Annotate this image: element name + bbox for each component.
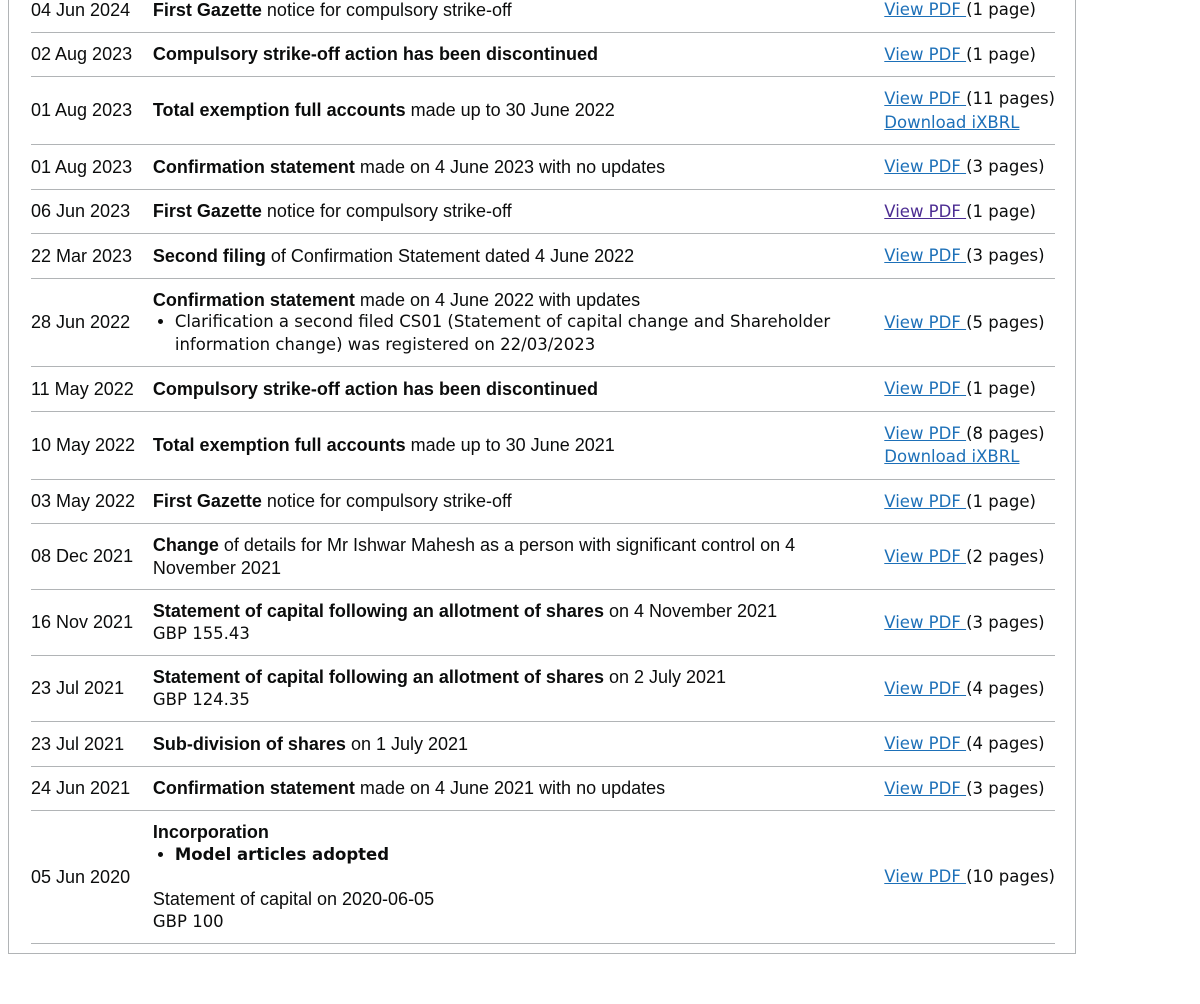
filing-detail: on 1 July 2021 (345, 733, 469, 754)
filing-documents (884, 656, 1055, 722)
view-pdf-link[interactable]: View PDF (884, 867, 967, 887)
capital-amount: GBP 100 (152, 911, 224, 931)
filing-date (31, 722, 153, 767)
filing-detail: on 2 July 2021 (603, 667, 727, 687)
filing-type: First Gazette (152, 0, 262, 20)
view-pdf-link[interactable]: View PDF (884, 778, 967, 798)
filing-description (153, 189, 884, 234)
view-pdf-link[interactable]: View PDF (884, 44, 967, 64)
filing-date (31, 811, 153, 944)
page-count: (10 pages) (966, 867, 1055, 887)
filing-type: First Gazette (152, 201, 262, 221)
filing-documents (884, 811, 1055, 944)
table-row (31, 77, 1055, 145)
description-line (153, 43, 874, 66)
view-pdf-link[interactable]: View PDF (884, 0, 967, 19)
page-count: (1 page) (966, 0, 1036, 19)
document-line (884, 377, 1055, 401)
filing-documents (884, 145, 1055, 190)
filing-type: Confirmation statement (152, 289, 355, 310)
description-line (153, 200, 874, 223)
view-pdf-link[interactable]: View PDF (884, 546, 967, 566)
table-row (31, 479, 1055, 524)
table-row (31, 278, 1055, 367)
description-line (153, 490, 874, 513)
page-count: (8 pages) (966, 423, 1045, 443)
view-pdf-link[interactable]: View PDF (884, 678, 967, 698)
document-line (884, 677, 1055, 701)
filing-type: Total exemption full accounts (152, 434, 406, 455)
filing-notes (153, 311, 874, 356)
table-row (31, 189, 1055, 234)
filing-detail: of Confirmation Statement dated 4 June 2022 (265, 245, 635, 266)
filing-type: Second filing (152, 245, 266, 266)
page-count: (3 pages) (966, 612, 1045, 632)
filing-date-text: 08 Dec 2021 (31, 546, 134, 567)
document-line (884, 43, 1055, 67)
table-row (31, 411, 1055, 479)
filing-date-text: 11 May 2022 (31, 378, 134, 399)
filing-detail: notice for compulsory strike-off (261, 491, 512, 511)
description-line (153, 434, 874, 457)
filing-date-text: 23 Jul 2021 (31, 678, 125, 699)
page-count: (3 pages) (966, 246, 1045, 265)
filing-type: Statement of capital following an allotment of shares (152, 601, 604, 621)
table-row (31, 234, 1055, 279)
filing-description (153, 656, 884, 722)
description-line (153, 534, 874, 579)
table-row (31, 656, 1055, 722)
filing-documents (884, 278, 1055, 367)
filing-note: • Clarification a second filed CS01 (Statement of capital change and Shareholder information change) was registered on 22/03/2023 (175, 311, 874, 356)
filing-description (153, 0, 884, 32)
document-line (884, 611, 1055, 635)
filing-description (153, 722, 884, 767)
document-line (884, 244, 1055, 268)
page-count: (5 pages) (966, 312, 1045, 332)
filing-documents (884, 367, 1055, 412)
filing-date-text: 28 Jun 2022 (31, 312, 131, 332)
document-line (884, 545, 1055, 569)
spacer (153, 866, 874, 888)
filing-type: Statement of capital following an allotment of shares (152, 667, 604, 687)
view-pdf-link[interactable]: View PDF (884, 612, 967, 632)
filing-documents (884, 722, 1055, 767)
view-pdf-link[interactable]: View PDF (884, 734, 967, 753)
view-pdf-link[interactable]: View PDF (884, 157, 967, 176)
filing-date (31, 145, 153, 190)
capital-amount: GBP 124.35 (152, 689, 250, 709)
filing-date (31, 524, 153, 590)
document-line (884, 200, 1055, 224)
filing-description (153, 367, 884, 412)
filing-detail: of details for Mr Ishwar Mahesh as a person with significant control on 4 November 2021 (152, 535, 796, 578)
filing-date (31, 278, 153, 367)
filing-description (153, 145, 884, 190)
download-ixbrl-link[interactable]: Download iXBRL (884, 447, 1020, 466)
description-line (153, 0, 874, 21)
filing-description (153, 479, 884, 524)
filing-date (31, 234, 153, 279)
filing-date (31, 766, 153, 811)
filing-documents (884, 32, 1055, 77)
filing-type: Incorporation (152, 822, 269, 842)
filing-notes (153, 844, 874, 867)
filing-description (153, 411, 884, 479)
filing-date-text: 06 Jun 2023 (31, 201, 131, 221)
filing-date-text: 04 Jun 2024 (31, 0, 131, 20)
view-pdf-link[interactable]: View PDF (884, 246, 967, 265)
description-line (153, 666, 874, 689)
filing-description (153, 766, 884, 811)
view-pdf-link[interactable]: View PDF (884, 201, 967, 221)
page-count: (4 pages) (966, 678, 1045, 698)
filing-date (31, 411, 153, 479)
filing-documents (884, 479, 1055, 524)
document-line (884, 490, 1055, 514)
filing-date-text: 22 Mar 2023 (31, 245, 133, 266)
table-row (31, 590, 1055, 656)
description-line (153, 777, 874, 800)
filing-type: Compulsory strike-off action has been discontinued (152, 44, 598, 64)
view-pdf-link[interactable]: View PDF (884, 491, 967, 511)
view-pdf-link[interactable]: View PDF (884, 423, 967, 443)
document-line (884, 87, 1055, 111)
filing-date (31, 367, 153, 412)
filing-description (153, 77, 884, 145)
page-count: (11 pages) (966, 89, 1055, 108)
table-row (31, 0, 1055, 32)
page-count: (3 pages) (966, 157, 1045, 176)
table-row (31, 145, 1055, 190)
filing-date (31, 32, 153, 77)
page-count: (1 page) (966, 44, 1036, 64)
description-line (153, 378, 874, 401)
filing-detail: made up to 30 June 2021 (405, 434, 615, 455)
filing-type: Confirmation statement (152, 778, 355, 798)
filing-date-text: 03 May 2022 (31, 491, 136, 511)
download-ixbrl-link[interactable]: Download iXBRL (884, 112, 1020, 132)
filing-detail: notice for compulsory strike-off (261, 201, 512, 221)
document-line (884, 311, 1055, 335)
filing-date-text: 01 Aug 2023 (31, 156, 133, 177)
document-line (884, 111, 1055, 135)
filing-documents (884, 766, 1055, 811)
filing-date (31, 0, 153, 32)
filing-documents (884, 524, 1055, 590)
filing-documents (884, 0, 1055, 32)
filing-description (153, 234, 884, 279)
filing-date-text: 23 Jul 2021 (31, 733, 125, 754)
filing-detail: made on 4 June 2022 with updates (354, 289, 641, 310)
filing-description (153, 811, 884, 944)
page-count: (1 page) (966, 201, 1036, 221)
document-line (884, 777, 1055, 801)
document-line (884, 155, 1055, 179)
filing-description (153, 32, 884, 77)
filing-history-table (31, 0, 1055, 944)
description-line (153, 821, 874, 844)
filing-date (31, 77, 153, 145)
page-count: (2 pages) (966, 546, 1045, 566)
filing-note: • Model articles adopted (175, 844, 874, 867)
view-pdf-link[interactable]: View PDF (884, 89, 967, 108)
filing-type: First Gazette (152, 491, 262, 511)
filing-description (153, 524, 884, 590)
page-count: (1 page) (966, 379, 1036, 398)
filing-date (31, 479, 153, 524)
filing-detail: made on 4 June 2023 with no updates (354, 156, 666, 177)
filing-detail: notice for compulsory strike-off (261, 0, 512, 20)
filing-documents (884, 411, 1055, 479)
filing-type: Compulsory strike-off action has been discontinued (152, 378, 598, 399)
table-row (31, 524, 1055, 590)
filing-documents (884, 590, 1055, 656)
filing-detail: on 4 November 2021 (603, 601, 778, 621)
description-line (153, 600, 874, 623)
view-pdf-link[interactable]: View PDF (884, 312, 967, 332)
filing-date-text: 05 Jun 2020 (31, 866, 131, 887)
filing-date-text: 01 Aug 2023 (31, 100, 133, 121)
page-count: (3 pages) (966, 778, 1045, 798)
filing-type: Sub-division of shares (152, 733, 346, 754)
filing-detail: made on 4 June 2021 with no updates (354, 778, 666, 798)
filing-documents (884, 189, 1055, 234)
description-line (153, 733, 874, 756)
filing-type: Confirmation statement (152, 156, 355, 177)
filing-documents (884, 77, 1055, 145)
filing-type: Total exemption full accounts (152, 100, 406, 121)
filing-date-text: 24 Jun 2021 (31, 778, 131, 798)
page-count: (1 page) (966, 491, 1036, 511)
document-line (884, 732, 1055, 756)
document-line (884, 422, 1055, 446)
filing-type: Change (152, 535, 219, 555)
filing-description (153, 278, 884, 367)
filing-date (31, 590, 153, 656)
document-line (884, 0, 1055, 22)
document-line (884, 445, 1055, 469)
statement-of-capital: Statement of capital on 2020-06-05 (152, 889, 435, 909)
document-line (884, 865, 1055, 889)
view-pdf-link[interactable]: View PDF (884, 379, 967, 398)
table-row (31, 811, 1055, 944)
filing-date-text: 10 May 2022 (31, 434, 136, 455)
description-line (153, 245, 874, 268)
filing-date (31, 656, 153, 722)
table-row (31, 766, 1055, 811)
page-count: (4 pages) (966, 734, 1045, 753)
table-row (31, 32, 1055, 77)
filing-description (153, 590, 884, 656)
description-line (153, 99, 874, 122)
table-row (31, 722, 1055, 767)
description-line (153, 156, 874, 179)
filing-date-text: 16 Nov 2021 (31, 612, 134, 633)
filing-documents (884, 234, 1055, 279)
filing-date (31, 189, 153, 234)
filing-date-text: 02 Aug 2023 (31, 44, 133, 64)
filing-detail: made up to 30 June 2022 (405, 100, 615, 121)
filing-history-panel (8, 0, 1076, 954)
table-row (31, 367, 1055, 412)
description-line (153, 289, 874, 312)
capital-amount: GBP 155.43 (152, 623, 250, 643)
